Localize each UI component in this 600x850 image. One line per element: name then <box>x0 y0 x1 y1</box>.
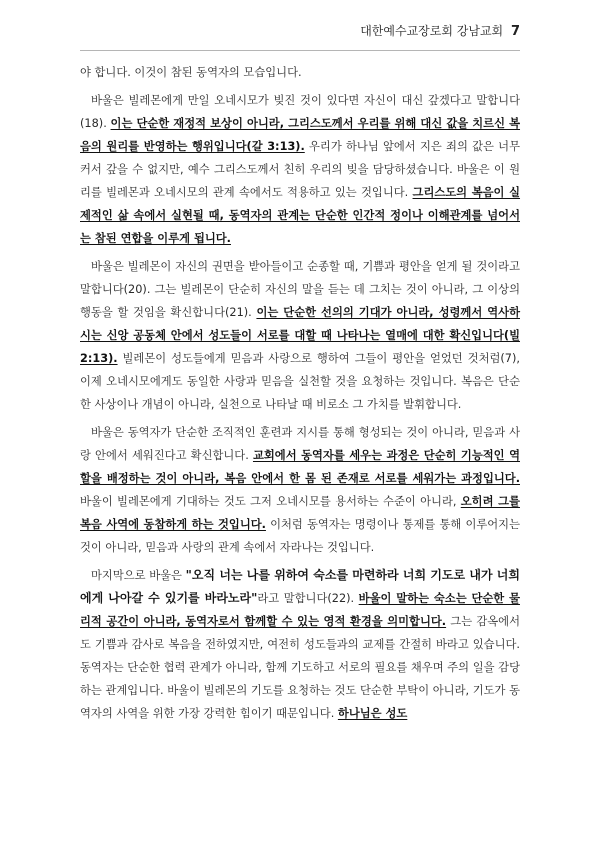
paragraph-text: 이처럼 동역자는 명령이나 통제를 통해 이루어지는 것이 아니라, 믿음과 사랑의 관계 속에서 자라나는 것입니다. <box>80 518 521 554</box>
scripture-quote: "오직 너는 나를 위하여 숙소를 마련하라 너희 기도로 내가 너희에게 나아갈 수 있기를 바라노라" <box>80 568 520 605</box>
paragraph-text: 우리가 하나님 앞에서 지은 죄의 값은 너무 커서 갚을 수 없지만, 예수 그리스도께서 친히 우리의 빚을 담당하셨습니다. 바울은 이 원리를 빌레몬과 오네시모의 관계 속에서도 적용하고 있는 것입니다. <box>80 140 520 199</box>
paragraph-text: 야 합니다. 이것이 참된 동역자의 모습입니다. <box>80 66 302 79</box>
paragraph-text: 바울은 빌레몬이 자신의 권면을 받아들이고 순종할 때, 기쁨과 평안을 얻게 될 것이라고 말합니다(20). 그는 빌레몬이 단순히 자신의 말을 듣는 데 그치는 것이 아니라, 그 이상의 행동을 할 것임을 확신합니다(21). <box>80 260 520 319</box>
emphasis-text: 교회에서 동역자를 세우는 과정은 단순히 기능적인 역할을 배정하는 것이 아니라, 복음 안에서 한 몸 된 존재로 서로를 세워가는 과정입니다. <box>80 449 520 485</box>
emphasis-text: 바울이 말하는 숙소는 단순한 물리적 공간이 아니라, 동역자로서 함께할 수 있는 영적 환경을 의미합니다. <box>80 592 520 628</box>
paragraph-text: 바울이 빌레몬에게 기대하는 것도 그저 오네시모를 용서하는 수준이 아니라, <box>80 495 461 508</box>
emphasis-text: 오히려 그를 복음 사역에 동참하게 하는 것입니다. <box>80 495 520 531</box>
emphasis-text: 그리스도의 복음이 실제적인 삶 속에서 실현될 때, 동역자의 관계는 단순한 인간적 정이나 이해관계를 넘어서는 참된 연합을 이루게 됩니다. <box>80 186 521 245</box>
emphasis-text: 이는 단순한 선의의 기대가 아니라, 성령께서 역사하시는 신앙 공동체 안에서 성도들이 서로를 대할 때 나타나는 열매에 대한 확신입니다(빌 2:13). <box>80 306 520 365</box>
paragraph-text: 라고 말합니다(22). <box>257 592 359 605</box>
paragraph-5 <box>80 564 520 725</box>
paragraph-3 <box>80 255 520 416</box>
paragraph-text: 그는 감옥에서도 기쁨과 감사로 복음을 전하였지만, 여전히 성도들과의 교제를 간절히 바라고 있습니다. 동역자는 단순한 협력 관계가 아니라, 함께 기도하고 서로의 필요를 채우며 주의 일을 감당하는 관계입니다. 바울이 빌레몬의 기도를 요청하는 것도 단순한 부탁이 아니라, 기도가 동역자의 사역을 위한 가장 강력한 힘이기 때문입니다. <box>80 615 520 720</box>
paragraph-text: 바울은 빌레몬에게 만일 오네시모가 빚진 것이 있다면 자신이 대신 갚겠다고 말합니다(18). <box>80 94 520 130</box>
paragraph-2 <box>80 89 520 250</box>
paragraph-1 <box>80 61 520 84</box>
body-text <box>80 61 520 730</box>
header-line <box>360 22 520 39</box>
page-number: 7 <box>510 24 520 39</box>
paragraph-4 <box>80 421 520 559</box>
church-name: 대한예수교장로회 강남교회 <box>360 24 504 38</box>
emphasis-text: 이는 단순한 재정적 보상이 아니라, 그리스도께서 우리를 위해 대신 값을 치르신 복음의 원리를 반영하는 행위입니다(갈 3:13). <box>80 117 521 153</box>
emphasis-text: 하나님은 성도 <box>337 707 408 720</box>
page-header <box>80 0 520 51</box>
paragraph-text: 바울은 동역자가 단순한 조직적인 훈련과 지시를 통해 형성되는 것이 아니라, 믿음과 사랑 안에서 세워진다고 확신합니다. <box>80 426 520 462</box>
paragraph-text: 빌레몬이 성도들에게 믿음과 사랑으로 행하여 그들이 평안을 얻었던 것처럼(7), 이제 오네시모에게도 동일한 사랑과 믿음을 실천할 것을 요청하는 것입니다. 복음은 단순한 사상이나 개념이 아니라, 실천으로 나타날 때 비로소 그 가치를 발휘합니다. <box>80 352 520 411</box>
paragraph-text: 마지막으로 바울은 <box>91 569 186 582</box>
